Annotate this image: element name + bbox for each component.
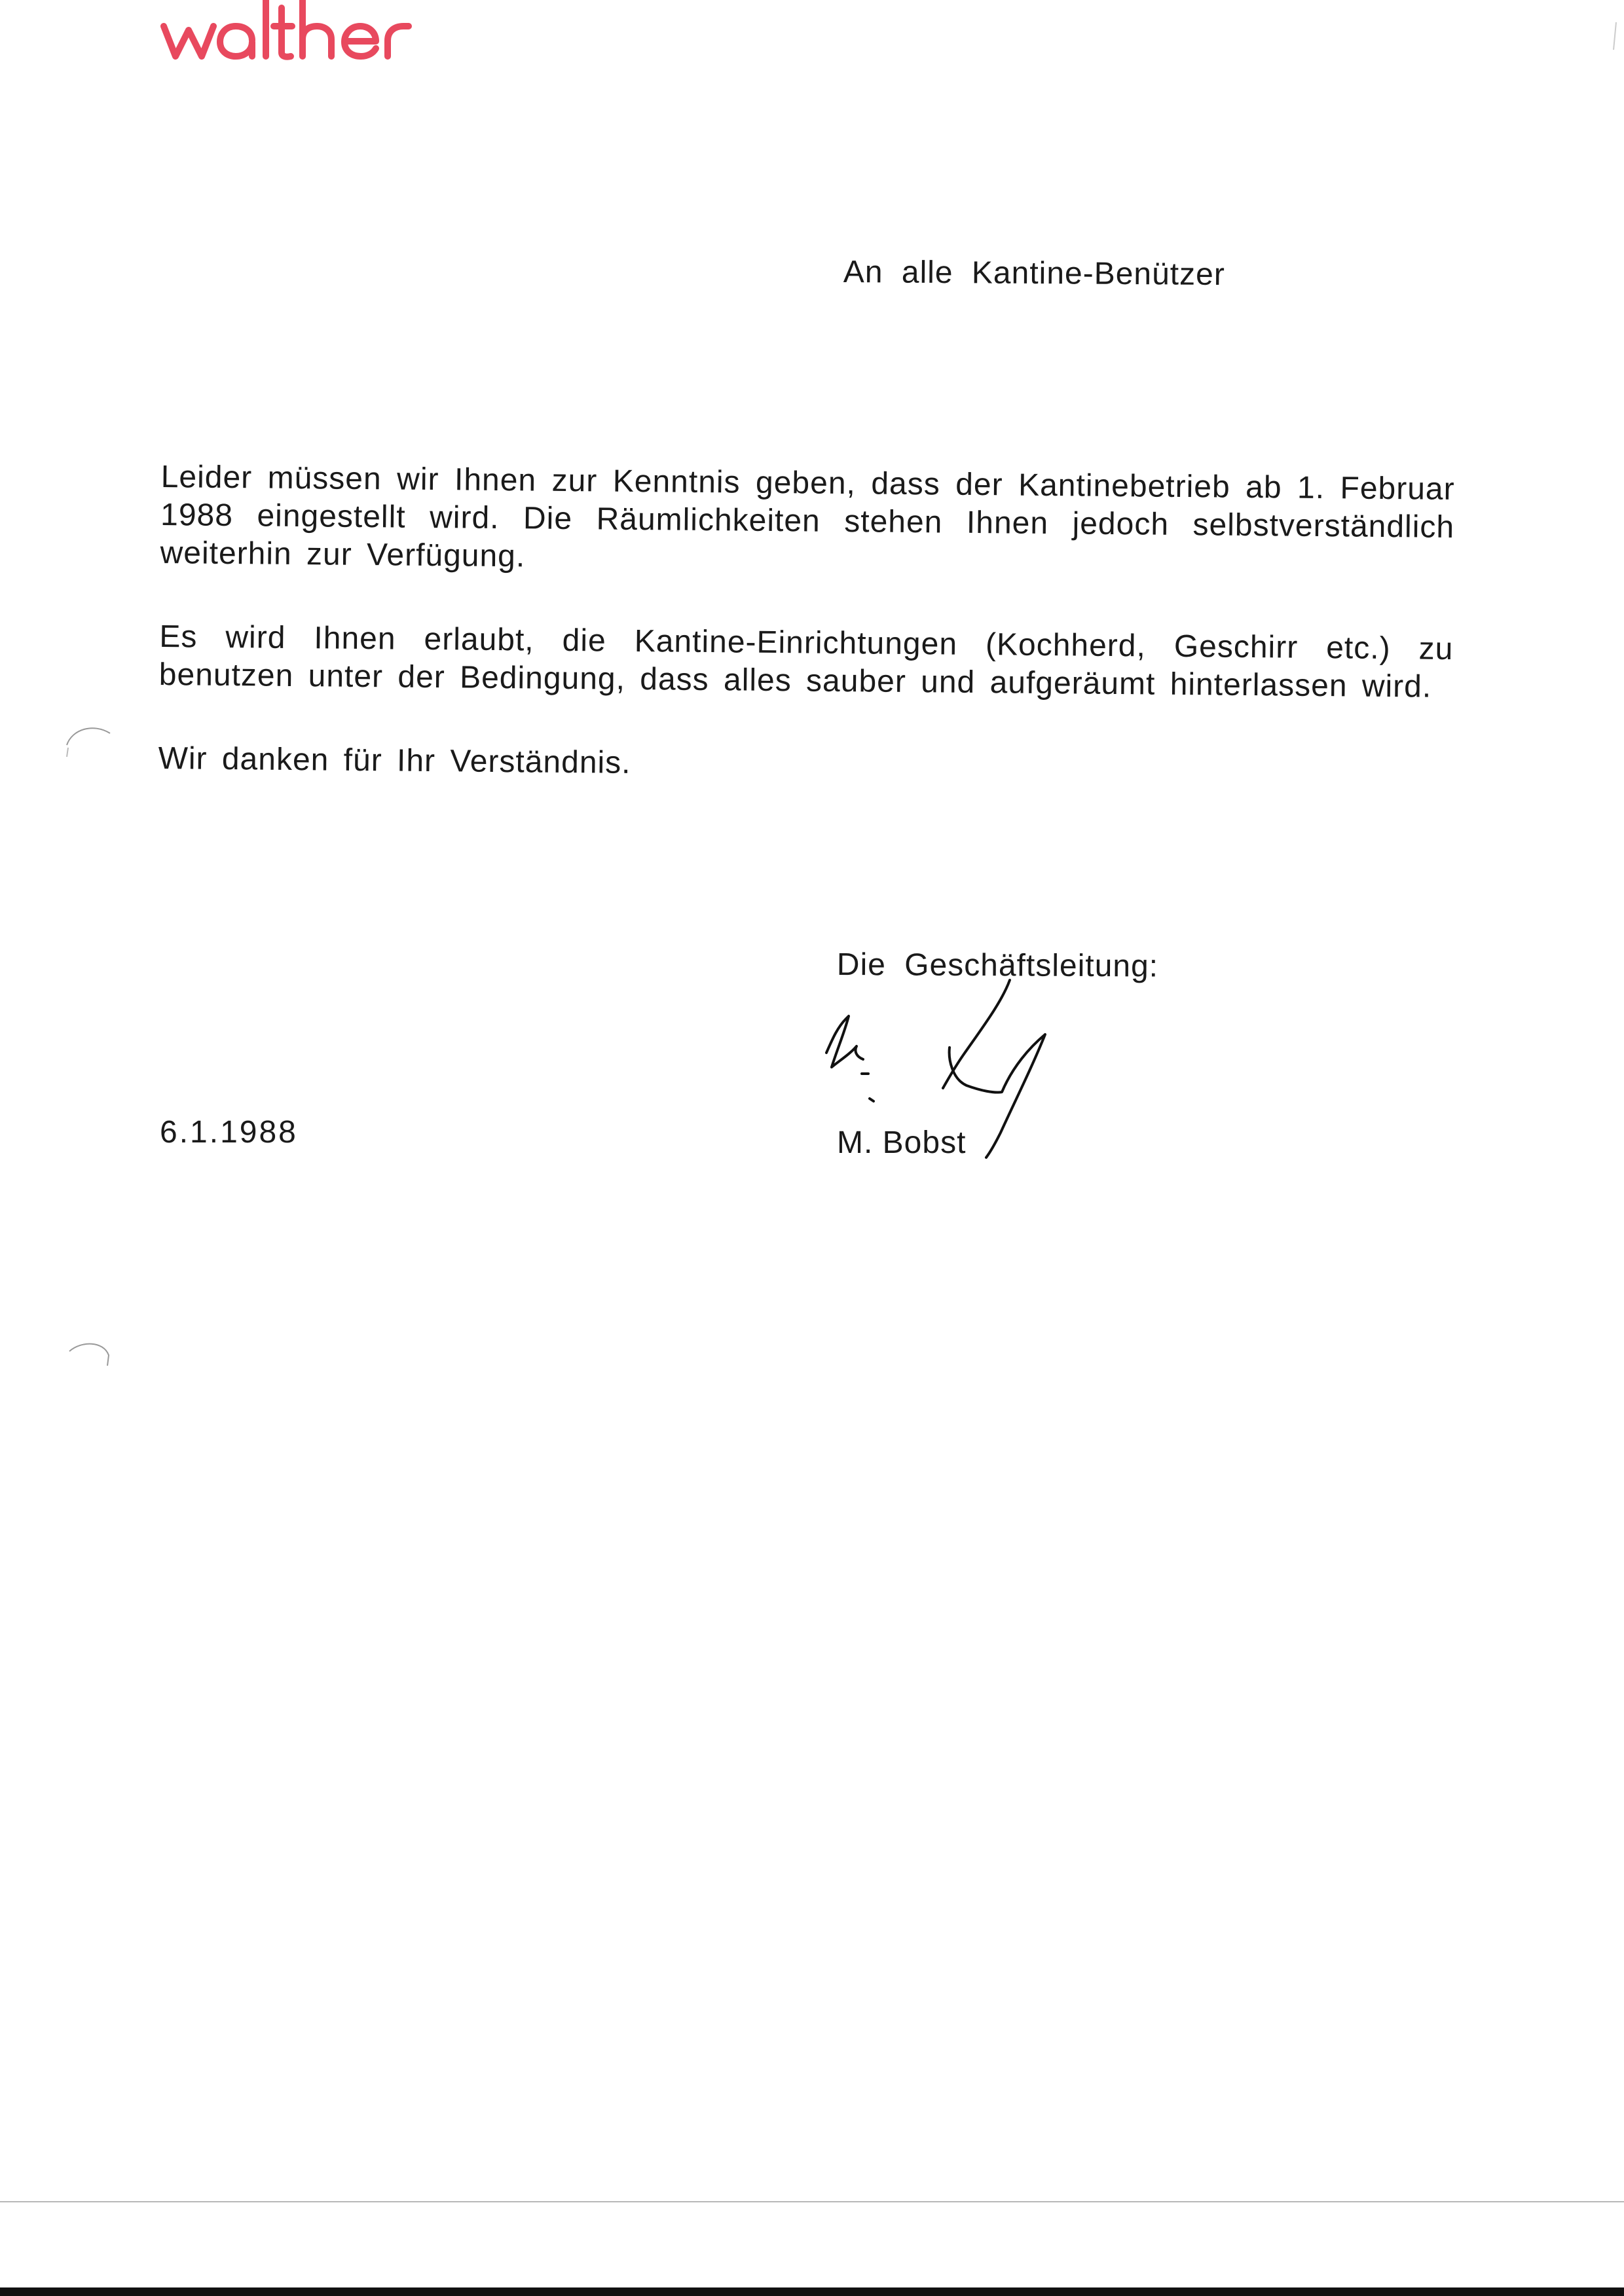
page-bottom-rule xyxy=(0,2201,1624,2202)
paragraph-usage-conditions: Es wird Ihnen erlaubt, die Kantine-Einrichtungen (Kochherd, Geschirr etc.) zu benutzen unter der Bedingung, dass alles sauber und aufgeräumt hinterlassen wird. xyxy=(158,619,1454,704)
signer-name: M. Bobst xyxy=(837,1125,967,1160)
letter-date: 6.1.1988 xyxy=(160,1115,298,1150)
scan-bottom-edge xyxy=(0,2287,1624,2296)
punch-hole-mark xyxy=(63,719,115,758)
paragraph-closure-notice: Leider müssen wir Ihnen zur Kenntnis geben, dass der Kantinebetrieb ab 1. Februar 1988 eingestellt wird. Die Räumlichkeiten stehen Ihnen jedoch selbstverständlich weiterhin zur Verfügung. xyxy=(160,459,1455,574)
paragraph-thanks: Wir danken für Ihr Verständnis. xyxy=(158,740,631,780)
walther-logo xyxy=(157,0,465,65)
recipient-line: An alle Kantine-Benützer xyxy=(843,254,1225,293)
letter-body xyxy=(158,458,1455,836)
scan-mark xyxy=(1610,20,1619,52)
closing-line: Die Geschäftsleitung: xyxy=(836,947,1159,984)
punch-hole-mark xyxy=(65,1338,118,1377)
